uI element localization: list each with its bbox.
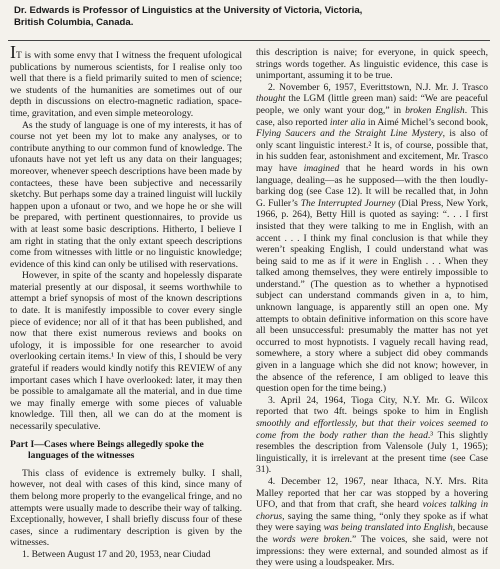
- author-note: [8, 3, 490, 41]
- emphasis: were: [358, 255, 378, 267]
- text-run: 4. December 12, 1967, near Ithaca, N.Y. Mrs. Rita Malley reported that her car was stopped by a hovering UFO, and that from that craft, she heard: [256, 475, 488, 511]
- emphasis: thought: [256, 93, 286, 105]
- text-run: 3. April 24, 1964, Tioga City, N.Y. Mr. G. Wilcox reported that two 4ft. beings spoke to him in English: [256, 394, 488, 418]
- text-run: (Dial Press, New York, 1966, p. 264), Betty Hill is quoted as saying: “. . . I first insisted that they were talking to me in English, with an accent . . . I think my final conclusion is that while they weren’t speaking English, I could understand what was being said to me as if it: [256, 197, 488, 267]
- text-run: in English . . . When they talked among themselves, they were entirely impossible to understand.” (The question as to whether a hypnotised subject can understand commands given in a, to him, unknown language, is apparently still an open one. My attempts to obtain definitive information on this score have all been unsuccessful: presumably the matter has not yet occurred to most hypnotists. I vaguely recall having read, somewhere, a story where a subject did obey commands given in a language which she did not know; however, in the absence of the reference, I am obliged to leave this question open for the time being.): [256, 255, 488, 395]
- left-column: [10, 42, 242, 560]
- text-run: .³ This slightly resembles the description from Valensole (July 1, 1965); linguistically, it is irrelevant at the present time (see Case 31).: [256, 429, 489, 476]
- emphasis: broken English: [405, 104, 465, 116]
- emphasis: The Interrupted Journey: [300, 197, 396, 209]
- section-heading-line-2: languages of the witnesses: [28, 450, 135, 462]
- text-run: , because the: [256, 522, 488, 545]
- text-run: 2. November 6, 1957, Everittstown, N.J. Mr. J. Trasco: [268, 81, 488, 93]
- emphasis: smoothly and effortlessly, but that their voices seemed to come from the body rather than the head: [256, 418, 488, 441]
- emphasis: was being translated into English: [323, 522, 453, 534]
- text-run: that he heard words in his own language, dealing—as he supposed—with the then loudly-barking dog (see Case 12). It will be recalled that, in John G. Fuller’s: [256, 162, 488, 209]
- text-run: , is also of only scant linguistic interest.² It is, of course, possible that, in his sudden fear, astonishment and excitement, Mr. Trasco may have: [256, 128, 488, 174]
- paragraph-intro-text: T is with some envy that I witness the frequent ufological publications by numerous scientists, for I realise only too well that there is a field primarily suited to men of science; we students of the humanities are sometimes out of our depth in discussions on electro-magnetic radiation, space-time, gravitation, and even simple meteorology.: [10, 50, 242, 119]
- emphasis: words were broken: [272, 533, 350, 545]
- emphasis: inter alia: [329, 116, 366, 128]
- emphasis: imagined: [303, 162, 340, 174]
- text-run: . This case, also reported: [256, 104, 489, 128]
- section-heading-line-1: Part I—Cases where Beings allegedly spoke the: [10, 438, 204, 450]
- case-3: [256, 395, 488, 476]
- case-1-start: 1. Between August 17 and 20, 1953, near Ciudad: [22, 548, 211, 560]
- right-column: [256, 47, 489, 569]
- author-note-line-2: British Columbia, Canada.: [14, 17, 134, 28]
- text-run: .” The voices, she said, were not impressions: they were external, and sounded almost as if they were using a loudspeaker. Mrs.: [256, 533, 488, 569]
- case-4: [256, 476, 488, 569]
- author-note-line-1: Dr. Edwards is Professor of Linguistics at the University of Victoria, Victoria,: [14, 5, 363, 16]
- text-run: , saying the same thing, “only they spoke as if what they were saying: [256, 510, 488, 534]
- drop-cap: I: [10, 42, 16, 62]
- paragraph: this description is naive; for everyone, in quick speech, strings words together. As linguistic evidence, this case is unimportant, assuming it to be true.: [256, 47, 488, 82]
- emphasis: voices talking in chorus: [256, 499, 488, 522]
- paragraph: However, in spite of the scanty and hopelessly disparate material presently at our disposal, it seems worthwhile to attempt a brief synopsis of most of the known descriptions to date. It is manifestly impossible to cover every single piece of evidence; nor all of it that has been published, and now that there exist numerous reviews and books on ufology, it is impossible for one researcher to avoid overlooking certain items.¹ In view of this, I should be very grateful if readers would kindly notify this REVIEW of any important cases which I have overlooked: later, it may then be possible to amalgamate all the material, and in due time we may finally emerge with some pieces of valuable knowledge. Till then, all we can do at the moment is necessarily speculative.: [10, 270, 242, 432]
- section-heading-part-1: [10, 439, 242, 462]
- emphasis: Flying Saucers and the Straight Line Mystery: [256, 128, 443, 140]
- paragraph: This class of evidence is extremely bulky. I shall, however, not deal with cases of this kind, since many of them belong more properly to the evangelical fringe, and no attempts were usually made to describe their way of talking. Exceptionally, however, I shall briefly discuss four of these cases, since a rudimentary description is given by the witnesses.: [10, 467, 242, 549]
- paragraph-intro: [10, 42, 242, 120]
- text-run: in Aimé Michel’s second book,: [365, 116, 488, 128]
- text-run: the LGM (little green man) said: “We are peaceful people, we only want your dog,” in: [256, 93, 488, 116]
- case-2: [256, 82, 488, 395]
- paragraph: As the study of language is one of my interests, it has of course not yet been my lot to make any analyses, or to contribute anything to our common fund of knowledge. The ufonauts have not yet left us any data on their languages; moreover, whenever speech descriptions have been made by contactees, these have been subjective and necessarily sketchy. But perhaps some day a trained linguist will luckily happen upon a ufonaut or two, and we hope he or she will be prepared, with pertinent questionnaires, to provide us with at least some basic descriptions. Hitherto, I believe I am right in stating that the only extant speech descriptions come from witnesses with little or no linguistic knowledge; evidence of this kind can only be utilised with reservations.: [10, 119, 242, 270]
